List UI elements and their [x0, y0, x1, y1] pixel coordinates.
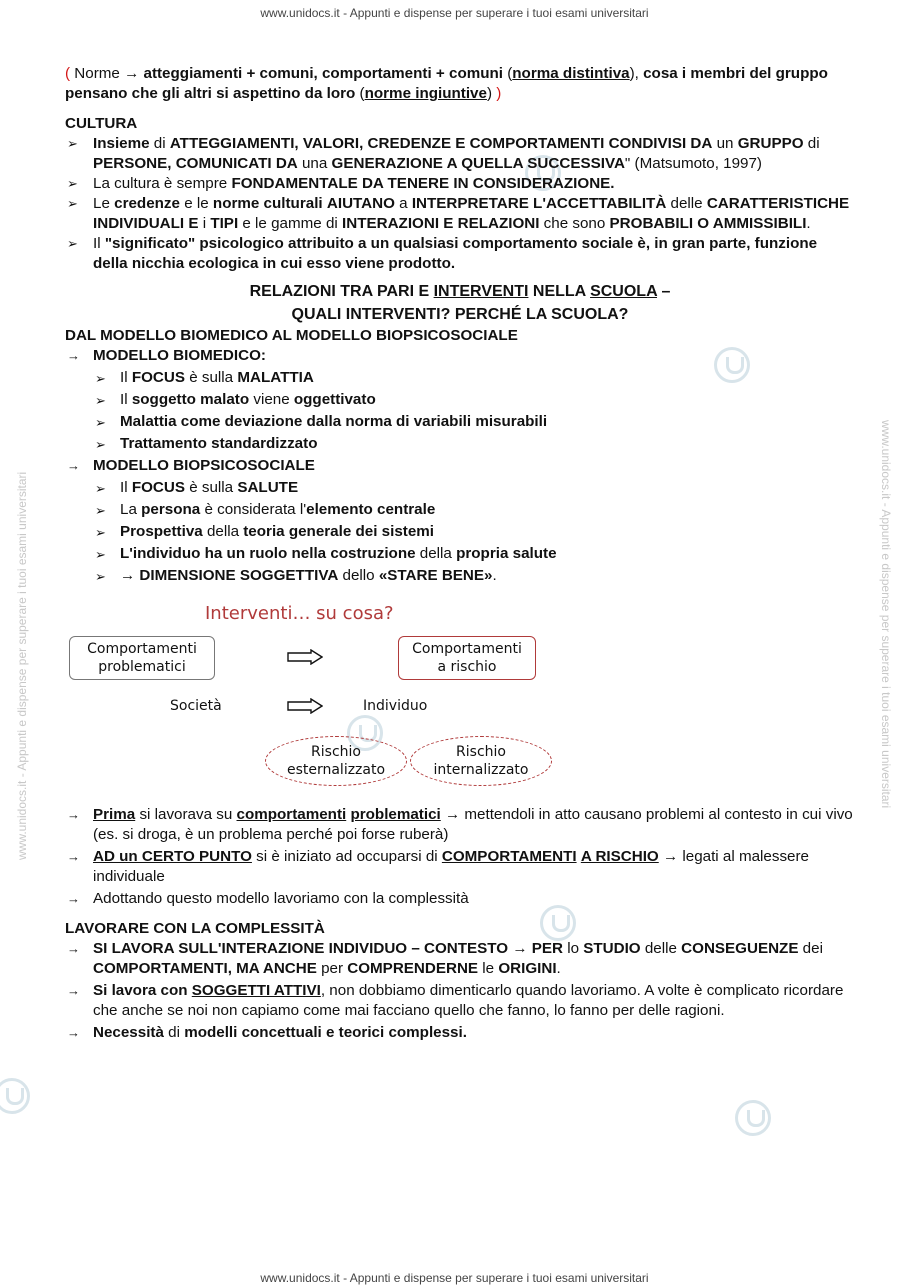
bullet-icon: ➢: [67, 136, 78, 151]
section-title-relazioni: RELAZIONI TRA PARI E INTERVENTI NELLA SCUOLA – QUALI INTERVENTI? PERCHÉ LA SCUOLA?: [249, 283, 671, 323]
interventions-diagram: [65, 604, 855, 799]
list-item: ➢ Le credenze e le norme culturali AIUTANO a INTERPRETARE L'ACCETTABILITÀ delle CARATTERISTICHE INDIVIDUALI E i TIPI e le gamme di INTERAZIONI E RELAZIONI che sono PROBABILI O AMMISSIBILI.: [67, 195, 850, 232]
side-watermark-left: www.unidocs.it - Appunti e dispense per superare i tuoi esami universitari: [15, 471, 29, 860]
watermark-logo-icon: [0, 1078, 30, 1114]
arrow-right-icon: →: [67, 348, 80, 363]
list-item: → MODELLO BIOMEDICO:: [67, 347, 266, 364]
bullet-icon: ➢: [95, 371, 106, 386]
list-item: ➢ Insieme di ATTEGGIAMENTI, VALORI, CREDENZE E COMPORTAMENTI CONDIVISI DA un GRUPPO di PERSONE, COMUNICATI DA una GENERAZIONE A QUELLA SUCCESSIVA" (Matsumoto, 1997): [67, 135, 820, 172]
arrow-right-icon: →: [67, 891, 80, 906]
bullet-icon: ➢: [95, 569, 106, 584]
bullet-icon: ➢: [95, 525, 106, 540]
arrow-right-icon: →: [67, 849, 80, 864]
bullet-icon: ➢: [95, 393, 106, 408]
arrow-right-icon: →: [67, 983, 80, 998]
bullet-icon: ➢: [67, 176, 78, 191]
bullet-icon: ➢: [95, 481, 106, 496]
list-item: → Prima si lavorava su comportamenti problematici → mettendoli in atto causano problemi al contesto in cui vivo (es. si droga, è un problema perché poi forse ruberà): [67, 806, 853, 843]
section-title-cultura: CULTURA: [65, 115, 138, 132]
document-body: [65, 64, 855, 1043]
ellipse-rischio-esternalizzato: Rischio esternalizzato: [265, 736, 407, 786]
arrow-right-icon: →: [67, 1025, 80, 1040]
page-footer: www.unidocs.it - Appunti e dispense per superare i tuoi esami universitari: [260, 1271, 649, 1285]
list-item: ➢ Il FOCUS è sulla MALATTIA: [65, 368, 855, 388]
list-item: → Adottando questo modello lavoriamo con la complessità: [67, 890, 469, 907]
label-societa: Società: [170, 698, 222, 714]
section-title-complessita: LAVORARE CON LA COMPLESSITÀ: [65, 920, 325, 937]
arrow-right-icon: →: [67, 941, 80, 956]
list-item: ➢ L'individuo ha un ruolo nella costruzione della propria salute: [65, 544, 855, 564]
diagram-title: Interventi… su cosa?: [205, 603, 394, 624]
list-item: ➢ Il "significato" psicologico attribuito a un qualsiasi comportamento sociale è, in gran parte, funzione della nicchia ecologica in cui esso viene prodotto.: [67, 235, 818, 272]
bullet-icon: ➢: [95, 437, 106, 452]
side-watermark-right: www.unidocs.it - Appunti e dispense per superare i tuoi esami universitari: [879, 420, 893, 809]
arrow-right-icon: →: [67, 807, 80, 822]
bullet-icon: ➢: [95, 547, 106, 562]
list-item: ➢ Il soggetto malato viene oggettivato: [65, 390, 855, 410]
list-item: ➢ Prospettiva della teoria generale dei sistemi: [65, 522, 855, 542]
arrow-right-icon: →: [67, 458, 80, 473]
bullet-icon: ➢: [95, 415, 106, 430]
box-comportamenti-problematici: Comportamenti problematici: [69, 636, 215, 680]
list-item: → AD un CERTO PUNTO si è iniziato ad occuparsi di COMPORTAMENTI A RISCHIO → legati al malessere individuale: [67, 848, 810, 885]
page-header: www.unidocs.it - Appunti e dispense per superare i tuoi esami universitari: [260, 6, 649, 20]
list-item: → MODELLO BIOPSICOSOCIALE: [67, 457, 315, 474]
hollow-arrow-icon: [287, 698, 323, 714]
ellipse-rischio-internalizzato: Rischio internalizzato: [410, 736, 552, 786]
list-item: → SI LAVORA SULL'INTERAZIONE INDIVIDUO – CONTESTO → PER lo STUDIO delle CONSEGUENZE dei COMPORTAMENTI, MA ANCHE per COMPRENDERNE le ORIGINI.: [67, 940, 823, 977]
bullet-icon: ➢: [67, 236, 78, 251]
list-item: ➢ Il FOCUS è sulla SALUTE: [65, 478, 855, 498]
list-item: → Si lavora con SOGGETTI ATTIVI, non dobbiamo dimenticarlo quando lavoriamo. A volte è complicato ricordare che anche se noi non capiamo come mai facciano quello che fanno, lo fanno per delle ragioni.: [67, 982, 844, 1019]
list-item: ➢ La cultura è sempre FONDAMENTALE DA TENERE IN CONSIDERAZIONE.: [67, 175, 615, 192]
box-comportamenti-a-rischio: Comportamenti a rischio: [398, 636, 536, 680]
section-title-modello: DAL MODELLO BIOMEDICO AL MODELLO BIOPSICOSOCIALE: [65, 327, 518, 344]
list-item: ➢ La persona è considerata l'elemento centrale: [65, 500, 855, 520]
list-item: → Necessità di modelli concettuali e teorici complessi.: [67, 1024, 467, 1041]
list-item: ➢ Malattia come deviazione dalla norma di variabili misurabili: [65, 412, 855, 432]
hollow-arrow-icon: [287, 649, 323, 665]
intro-paragraph: ( Norme → atteggiamenti + comuni, comportamenti + comuni (norma distintiva), cosa i membri del gruppo pensano che gli altri si aspettino da loro (norme ingiuntive) ): [65, 65, 828, 102]
watermark-logo-icon: [735, 1100, 771, 1136]
list-item: ➢ Trattamento standardizzato: [65, 434, 855, 454]
list-item: ➢ → DIMENSIONE SOGGETTIVA dello «STARE BENE».: [65, 566, 855, 586]
label-individuo: Individuo: [363, 698, 428, 714]
bullet-icon: ➢: [67, 196, 78, 211]
bullet-icon: ➢: [95, 503, 106, 518]
